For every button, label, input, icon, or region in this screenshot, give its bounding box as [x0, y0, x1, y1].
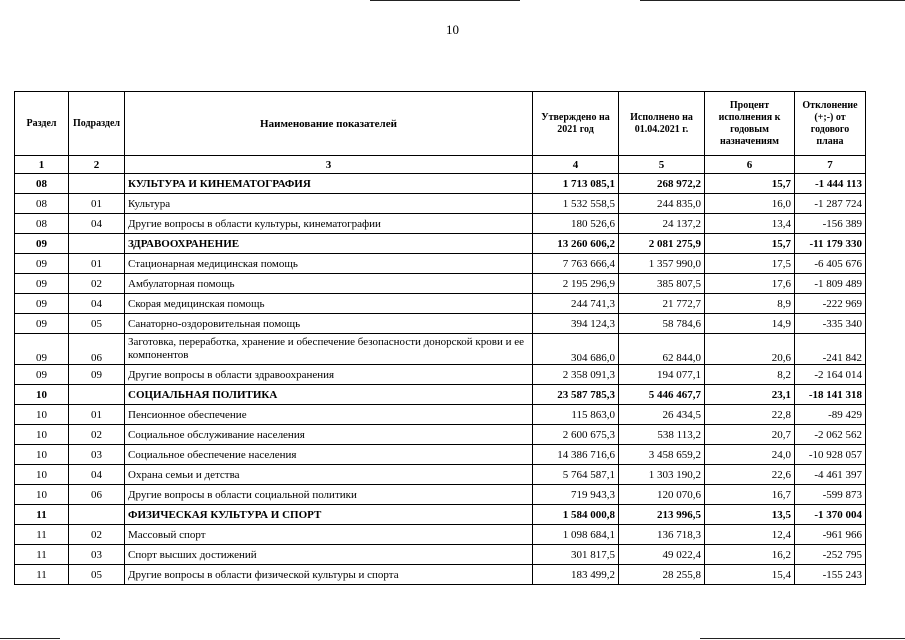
column-number: 2	[69, 156, 125, 174]
podrazdel-cell	[69, 174, 125, 194]
approved-cell: 1 584 000,8	[533, 505, 619, 525]
executed-cell: 213 996,5	[619, 505, 705, 525]
executed-cell: 49 022,4	[619, 545, 705, 565]
section-row	[15, 234, 866, 254]
podrazdel-cell	[69, 505, 125, 525]
indicator-name-cell: Другие вопросы в области здравоохранения	[125, 365, 533, 385]
percent-cell: 17,5	[705, 254, 795, 274]
deviation-cell: -599 873	[795, 485, 866, 505]
indicator-name-cell: Социальное обслуживание населения	[125, 425, 533, 445]
approved-cell: 244 741,3	[533, 294, 619, 314]
podrazdel-cell: 09	[69, 365, 125, 385]
podrazdel-cell: 01	[69, 254, 125, 274]
table-row	[15, 365, 866, 385]
approved-cell: 183 499,2	[533, 565, 619, 585]
executed-cell: 2 081 275,9	[619, 234, 705, 254]
deviation-cell: -10 928 057	[795, 445, 866, 465]
indicator-name-cell: Заготовка, переработка, хранение и обеспечение безопасности донорской крови и ее компонентов	[125, 334, 533, 365]
executed-cell: 136 718,3	[619, 525, 705, 545]
podrazdel-cell: 02	[69, 425, 125, 445]
table-row	[15, 294, 866, 314]
indicator-name-cell: КУЛЬТУРА И КИНЕМАТОГРАФИЯ	[125, 174, 533, 194]
razdel-cell: 10	[15, 485, 69, 505]
podrazdel-cell: 02	[69, 274, 125, 294]
razdel-cell: 10	[15, 465, 69, 485]
table-row	[15, 194, 866, 214]
percent-cell: 14,9	[705, 314, 795, 334]
indicator-name-cell: ЗДРАВООХРАНЕНИЕ	[125, 234, 533, 254]
executed-cell: 538 113,2	[619, 425, 705, 445]
approved-cell: 1 532 558,5	[533, 194, 619, 214]
header-executed: Исполнено на 01.04.2021 г.	[619, 92, 705, 156]
percent-cell: 13,4	[705, 214, 795, 234]
percent-cell: 8,9	[705, 294, 795, 314]
razdel-cell: 11	[15, 525, 69, 545]
executed-cell: 58 784,6	[619, 314, 705, 334]
indicator-name-cell: Массовый спорт	[125, 525, 533, 545]
deviation-cell: -241 842	[795, 334, 866, 365]
approved-cell: 180 526,6	[533, 214, 619, 234]
razdel-cell: 08	[15, 214, 69, 234]
indicator-name-cell: Скорая медицинская помощь	[125, 294, 533, 314]
podrazdel-cell: 06	[69, 485, 125, 505]
table-row	[15, 274, 866, 294]
podrazdel-cell: 04	[69, 214, 125, 234]
podrazdel-cell: 06	[69, 334, 125, 365]
indicator-name-cell: Спорт высших достижений	[125, 545, 533, 565]
razdel-cell: 11	[15, 505, 69, 525]
executed-cell: 244 835,0	[619, 194, 705, 214]
header-deviation: Отклонение (+;-) от годового плана	[795, 92, 866, 156]
executed-cell: 120 070,6	[619, 485, 705, 505]
podrazdel-cell: 05	[69, 565, 125, 585]
razdel-cell: 10	[15, 425, 69, 445]
executed-cell: 3 458 659,2	[619, 445, 705, 465]
deviation-cell: -961 966	[795, 525, 866, 545]
header-podrazdel: Подраздел	[69, 92, 125, 156]
percent-cell: 20,7	[705, 425, 795, 445]
table-row	[15, 254, 866, 274]
indicator-name-cell: ФИЗИЧЕСКАЯ КУЛЬТУРА И СПОРТ	[125, 505, 533, 525]
approved-cell: 2 195 296,9	[533, 274, 619, 294]
approved-cell: 1 713 085,1	[533, 174, 619, 194]
percent-cell: 8,2	[705, 365, 795, 385]
razdel-cell: 09	[15, 365, 69, 385]
percent-cell: 15,7	[705, 174, 795, 194]
deviation-cell: -156 389	[795, 214, 866, 234]
percent-cell: 16,7	[705, 485, 795, 505]
deviation-cell: -18 141 318	[795, 385, 866, 405]
table-row	[15, 314, 866, 334]
razdel-cell: 09	[15, 234, 69, 254]
razdel-cell: 10	[15, 445, 69, 465]
table-body	[15, 174, 866, 585]
indicator-name-cell: Пенсионное обеспечение	[125, 405, 533, 425]
razdel-cell: 09	[15, 314, 69, 334]
percent-cell: 16,0	[705, 194, 795, 214]
deviation-cell: -89 429	[795, 405, 866, 425]
header-razdel: Раздел	[15, 92, 69, 156]
approved-cell: 14 386 716,6	[533, 445, 619, 465]
section-row	[15, 174, 866, 194]
deviation-cell: -1 287 724	[795, 194, 866, 214]
scan-edge-top-left	[370, 0, 520, 1]
percent-cell: 15,7	[705, 234, 795, 254]
approved-cell: 719 943,3	[533, 485, 619, 505]
deviation-cell: -155 243	[795, 565, 866, 585]
budget-table	[14, 91, 866, 585]
podrazdel-cell: 03	[69, 445, 125, 465]
podrazdel-cell: 03	[69, 545, 125, 565]
column-number: 6	[705, 156, 795, 174]
deviation-cell: -1 809 489	[795, 274, 866, 294]
scan-edge-bottom-left	[0, 638, 60, 639]
approved-cell: 2 600 675,3	[533, 425, 619, 445]
executed-cell: 5 446 467,7	[619, 385, 705, 405]
table-row	[15, 214, 866, 234]
indicator-name-cell: Санаторно-оздоровительная помощь	[125, 314, 533, 334]
column-number: 1	[15, 156, 69, 174]
column-number: 3	[125, 156, 533, 174]
deviation-cell: -222 969	[795, 294, 866, 314]
razdel-cell: 09	[15, 274, 69, 294]
table-row	[15, 405, 866, 425]
scan-edge-top-right	[640, 0, 905, 1]
executed-cell: 194 077,1	[619, 365, 705, 385]
percent-cell: 23,1	[705, 385, 795, 405]
table-row	[15, 465, 866, 485]
approved-cell: 5 764 587,1	[533, 465, 619, 485]
approved-cell: 1 098 684,1	[533, 525, 619, 545]
razdel-cell: 11	[15, 545, 69, 565]
executed-cell: 28 255,8	[619, 565, 705, 585]
page-number: 10	[446, 22, 459, 37]
approved-cell: 23 587 785,3	[533, 385, 619, 405]
deviation-cell: -4 461 397	[795, 465, 866, 485]
podrazdel-cell: 04	[69, 465, 125, 485]
executed-cell: 385 807,5	[619, 274, 705, 294]
deviation-cell: -2 062 562	[795, 425, 866, 445]
table-row	[15, 565, 866, 585]
approved-cell: 7 763 666,4	[533, 254, 619, 274]
deviation-cell: -335 340	[795, 314, 866, 334]
podrazdel-cell: 04	[69, 294, 125, 314]
podrazdel-cell: 01	[69, 194, 125, 214]
indicator-name-cell: Другие вопросы в области социальной политики	[125, 485, 533, 505]
razdel-cell: 08	[15, 174, 69, 194]
deviation-cell: -1 370 004	[795, 505, 866, 525]
indicator-name-cell: Другие вопросы в области культуры, кинематографии	[125, 214, 533, 234]
table-row	[15, 525, 866, 545]
deviation-cell: -6 405 676	[795, 254, 866, 274]
header-name: Наименование показателей	[125, 92, 533, 156]
scan-edge-bottom-right	[700, 638, 905, 639]
razdel-cell: 08	[15, 194, 69, 214]
indicator-name-cell: Охрана семьи и детства	[125, 465, 533, 485]
table-row	[15, 445, 866, 465]
razdel-cell: 09	[15, 294, 69, 314]
approved-cell: 304 686,0	[533, 334, 619, 365]
percent-cell: 13,5	[705, 505, 795, 525]
header-percent: Процент исполнения к годовым назначениям	[705, 92, 795, 156]
executed-cell: 62 844,0	[619, 334, 705, 365]
indicator-name-cell: СОЦИАЛЬНАЯ ПОЛИТИКА	[125, 385, 533, 405]
percent-cell: 17,6	[705, 274, 795, 294]
section-row	[15, 505, 866, 525]
indicator-name-cell: Культура	[125, 194, 533, 214]
column-number-row	[15, 156, 866, 174]
header-approved: Утверждено на 2021 год	[533, 92, 619, 156]
podrazdel-cell: 02	[69, 525, 125, 545]
indicator-name-cell: Другие вопросы в области физической культуры и спорта	[125, 565, 533, 585]
deviation-cell: -11 179 330	[795, 234, 866, 254]
column-number: 4	[533, 156, 619, 174]
indicator-name-cell: Социальное обеспечение населения	[125, 445, 533, 465]
deviation-cell: -1 444 113	[795, 174, 866, 194]
percent-cell: 16,2	[705, 545, 795, 565]
approved-cell: 301 817,5	[533, 545, 619, 565]
column-number: 5	[619, 156, 705, 174]
podrazdel-cell	[69, 385, 125, 405]
percent-cell: 15,4	[705, 565, 795, 585]
podrazdel-cell: 01	[69, 405, 125, 425]
podrazdel-cell	[69, 234, 125, 254]
deviation-cell: -252 795	[795, 545, 866, 565]
approved-cell: 13 260 606,2	[533, 234, 619, 254]
deviation-cell: -2 164 014	[795, 365, 866, 385]
podrazdel-cell: 05	[69, 314, 125, 334]
razdel-cell: 11	[15, 565, 69, 585]
table-row	[15, 545, 866, 565]
executed-cell: 1 303 190,2	[619, 465, 705, 485]
executed-cell: 26 434,5	[619, 405, 705, 425]
column-number: 7	[795, 156, 866, 174]
section-row	[15, 385, 866, 405]
razdel-cell: 09	[15, 334, 69, 365]
executed-cell: 268 972,2	[619, 174, 705, 194]
percent-cell: 12,4	[705, 525, 795, 545]
executed-cell: 21 772,7	[619, 294, 705, 314]
percent-cell: 22,6	[705, 465, 795, 485]
approved-cell: 2 358 091,3	[533, 365, 619, 385]
executed-cell: 24 137,2	[619, 214, 705, 234]
table-row	[15, 485, 866, 505]
razdel-cell: 10	[15, 385, 69, 405]
approved-cell: 394 124,3	[533, 314, 619, 334]
table-row	[15, 334, 866, 365]
indicator-name-cell: Стационарная медицинская помощь	[125, 254, 533, 274]
executed-cell: 1 357 990,0	[619, 254, 705, 274]
razdel-cell: 09	[15, 254, 69, 274]
indicator-name-cell: Амбулаторная помощь	[125, 274, 533, 294]
approved-cell: 115 863,0	[533, 405, 619, 425]
percent-cell: 22,8	[705, 405, 795, 425]
table-row	[15, 425, 866, 445]
percent-cell: 20,6	[705, 334, 795, 365]
razdel-cell: 10	[15, 405, 69, 425]
percent-cell: 24,0	[705, 445, 795, 465]
